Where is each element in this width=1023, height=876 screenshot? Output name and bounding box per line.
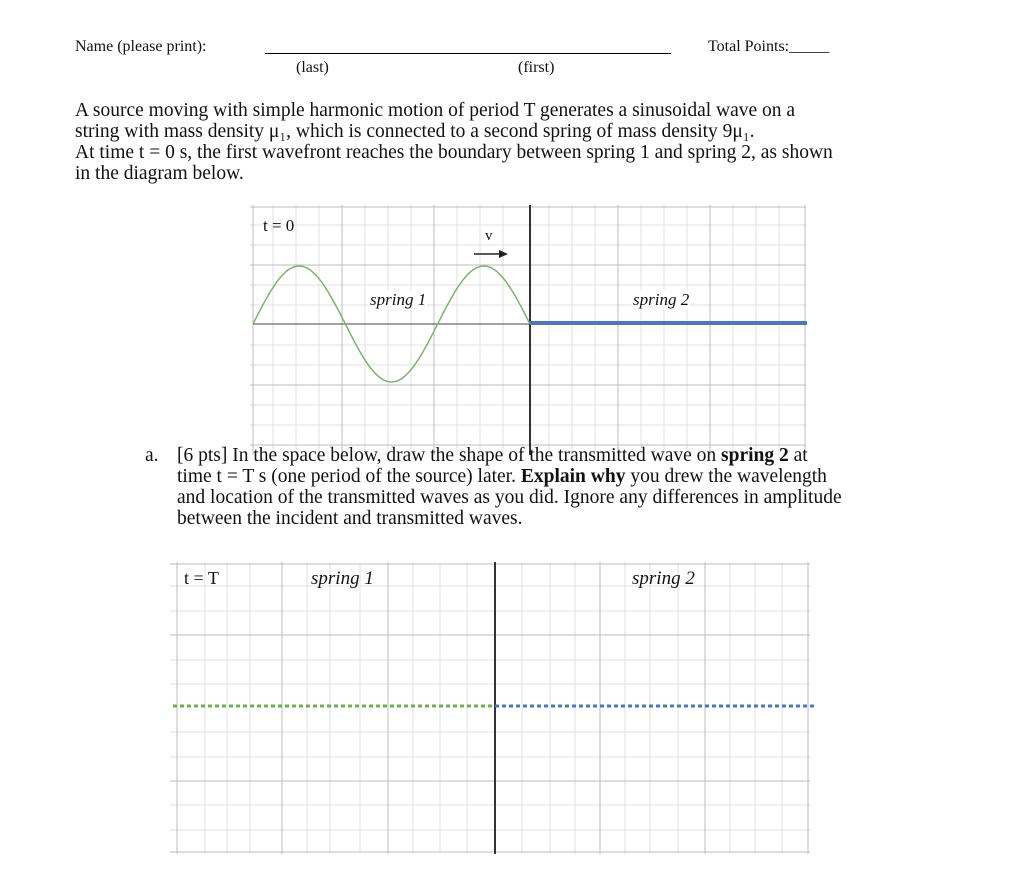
- name-label: Name (please print):: [75, 38, 207, 55]
- velocity-label: v: [485, 228, 493, 244]
- last-name-label: (last): [296, 59, 329, 76]
- question-a-line-1-pre: In the space below, draw the shape of the transmitted wave on: [227, 445, 722, 466]
- question-a-line-1: [177, 445, 808, 466]
- question-a-line-2: [177, 466, 827, 487]
- total-points-label: Total Points:_____: [708, 38, 830, 55]
- first-name-label: (first): [518, 59, 555, 76]
- figure-t0-spring1-label: spring 1: [370, 290, 427, 309]
- intro-line-3: At time t = 0 s, the first wavefront reaches the boundary between spring 1 and spring 2, as shown: [75, 142, 833, 163]
- figure-tT-time-label: t = T: [184, 568, 219, 588]
- figure-t0-grid: [250, 205, 806, 455]
- name-underline[interactable]: [265, 53, 671, 54]
- figure-t0-spring2-label: spring 2: [633, 290, 690, 309]
- figure-t0-time-label: t = 0: [263, 216, 295, 235]
- intro-line-2: string with mass density μ₁, which is connected to a second spring of mass density 9μ₁.: [75, 121, 755, 142]
- figure-tT-spring2-label: spring 2: [632, 568, 695, 589]
- question-a-line-2-post: you drew the wavelength: [625, 466, 827, 487]
- question-a-marker: a.: [145, 445, 159, 466]
- question-a-points: [6 pts]: [177, 445, 228, 466]
- figure-t0: [250, 205, 810, 455]
- question-a-line-2-pre: time t = T s (one period of the source) later.: [177, 466, 521, 487]
- figure-tT-drawing-area[interactable]: [170, 562, 820, 854]
- question-a-line-2-bold: Explain why: [520, 466, 626, 487]
- figure-tT-spring1-label: spring 1: [311, 568, 374, 589]
- question-a-line-4: between the incident and transmitted waves.: [177, 508, 523, 529]
- intro-line-4: in the diagram below.: [75, 163, 244, 184]
- question-a-line-1-bold: spring 2: [721, 445, 789, 466]
- question-a-line-3: and location of the transmitted waves as you did. Ignore any differences in amplitude: [177, 487, 842, 508]
- intro-line-1: A source moving with simple harmonic motion of period T generates a sinusoidal wave on a: [75, 100, 796, 121]
- figure-tT-grid: [170, 562, 810, 854]
- question-a-line-1-post: at: [788, 445, 808, 466]
